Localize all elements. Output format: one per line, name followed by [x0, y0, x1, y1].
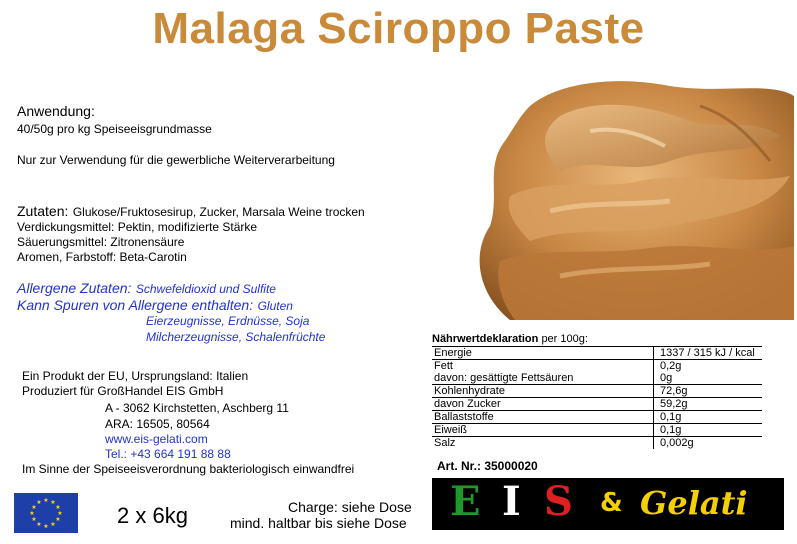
table-row	[432, 347, 762, 360]
ingredients-label: Zutaten:	[17, 203, 69, 219]
caramel-paste-image	[470, 76, 794, 320]
eu-flag-icon	[14, 493, 78, 533]
charge-info: Charge: siehe Dose	[288, 499, 412, 515]
svg-text:★: ★	[50, 521, 56, 528]
svg-text:★: ★	[57, 510, 63, 517]
producer-address: A - 3062 Kirchstetten, Aschberg 11	[105, 401, 289, 415]
table-row	[432, 437, 762, 450]
nutrition-name: Eiweiß	[432, 424, 654, 437]
allergen-traces-line	[17, 297, 293, 315]
svg-text:★: ★	[31, 516, 37, 523]
table-row	[432, 411, 762, 424]
ingredients-line-3: Säuerungsmittel: Zitronensäure	[17, 235, 185, 249]
svg-text:★: ★	[36, 521, 42, 528]
table-row	[432, 398, 762, 411]
svg-text:★: ★	[43, 523, 49, 530]
brand-letter-i: I	[502, 478, 521, 525]
producer-origin: Ein Produkt der EU, Ursprungsland: Italien	[22, 369, 249, 383]
nutrition-name: davon Zucker	[432, 398, 654, 411]
nutrition-value: 0g	[654, 372, 763, 385]
nutrition-heading: Nährwertdeklaration	[432, 333, 539, 345]
article-number: Art. Nr.: 35000020	[437, 459, 538, 473]
svg-text:★: ★	[29, 510, 35, 517]
nutrition-table	[432, 333, 762, 449]
producer-ara: ARA: 16505, 80564	[105, 417, 210, 431]
usage-dosage: 40/50g pro kg Speiseeisgrundmasse	[17, 122, 212, 136]
table-row	[432, 372, 762, 385]
nutrition-value: 0,1g	[654, 411, 763, 424]
nutrition-per: per 100g:	[541, 333, 588, 345]
page-title: Malaga Sciroppo Paste	[152, 4, 645, 53]
nutrition-value: 72,6g	[654, 385, 763, 398]
brand-letter-e: E	[450, 478, 481, 525]
allergen-traces-1: Gluten	[257, 299, 293, 313]
nutrition-name: Energie	[432, 347, 654, 360]
table-row	[432, 424, 762, 437]
nutrition-heading-line	[432, 333, 762, 345]
nutrition-value: 0,2g	[654, 360, 763, 373]
table-row	[432, 360, 762, 373]
usage-note: Nur zur Verwendung für die gewerbliche Weiterverarbeitung	[17, 153, 335, 167]
svg-text:★: ★	[50, 499, 56, 506]
producer-tel: Tel.: +43 664 191 88 88	[105, 447, 231, 461]
brand-ampersand: &	[600, 488, 623, 518]
brand-logo	[432, 478, 784, 530]
nutrition-name: Kohlenhydrate	[432, 385, 654, 398]
svg-text:★: ★	[31, 504, 37, 511]
nutrition-value: 0,002g	[654, 437, 763, 450]
nutrition-rows	[432, 346, 762, 449]
svg-text:★: ★	[36, 499, 42, 506]
allergen-traces-2: Eierzeugnisse, Erdnüsse, Soja	[146, 314, 310, 328]
nutrition-value: 59,2g	[654, 398, 763, 411]
producer-web-link[interactable]: www.eis-gelati.com	[105, 432, 208, 446]
package-size: 2 x 6kg	[117, 503, 188, 528]
allergens-value: Schwefeldioxid und Sulfite	[135, 282, 276, 296]
allergens-line	[17, 280, 276, 298]
ingredients-line-4: Aromen, Farbstoff: Beta-Carotin	[17, 250, 187, 264]
brand-gelati: Gelati	[640, 484, 748, 522]
brand-letter-s: S	[544, 478, 573, 525]
svg-text:★: ★	[55, 504, 61, 511]
allergens-label: Allergene Zutaten:	[17, 280, 132, 296]
producer-produced-for: Produziert für GroßHandel EIS GmbH	[22, 384, 224, 398]
usage-heading: Anwendung:	[17, 103, 95, 119]
nutrition-value: 0,1g	[654, 424, 763, 437]
ingredients-text: Glukose/Fruktosesirup, Zucker, Marsala Weine trocken	[72, 205, 365, 219]
nutrition-name: Salz	[432, 437, 654, 450]
allergen-traces-label: Kann Spuren von Allergene enthalten:	[17, 297, 254, 313]
best-before-info: mind. haltbar bis siehe Dose	[230, 515, 407, 531]
nutrition-name: Fett	[432, 360, 654, 373]
nutrition-name: davon: gesättigte Fettsäuren	[434, 372, 574, 384]
ingredients-line-1	[17, 203, 365, 221]
producer-regulation: Im Sinne der Speiseeisverordnung bakteriologisch einwandfrei	[22, 462, 355, 476]
svg-text:★: ★	[43, 497, 49, 504]
ingredients-line-2: Verdickungsmittel: Pektin, modifizierte Stärke	[17, 220, 258, 234]
svg-text:★: ★	[55, 516, 61, 523]
nutrition-value: 1337 / 315 kJ / kcal	[654, 347, 763, 360]
table-row	[432, 385, 762, 398]
nutrition-name: Ballaststoffe	[432, 411, 654, 424]
allergen-traces-3: Milcherzeugnisse, Schalenfrüchte	[146, 330, 326, 344]
